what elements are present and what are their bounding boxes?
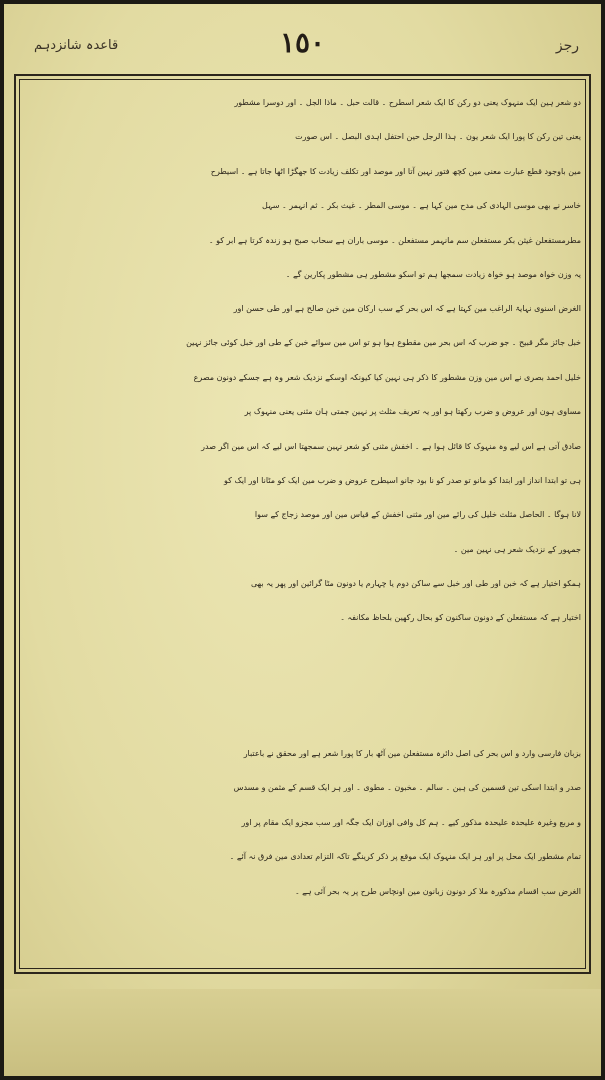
paragraph-3 — [22, 567, 581, 636]
text-line: خبل جائز مگر قبیح ۔ جو ضرب کہ اس بحر مین مقطوع ہوا ہو تو اس مین سوائے خبن کے طی اور خبل کوئی جائز نہین — [186, 338, 581, 348]
text-line: صدر و ابتدا اسکی تین قسمین کی ہین ۔ سالم ۔ مخبون ۔ مطوی ۔ اور ہر ایک قسم کے مثمن و مسدس — [233, 783, 581, 793]
text-line: اختیار ہے کہ مستفعلن کے دونون ساکنون کو بحال رکھین بلحاظ مکانفہ ۔ — [340, 613, 581, 623]
text-line: خلیل احمد بصری نے اس مین وزن مشطور کا ذکر ہی نہین کیا کیونکہ اوسکے نزدیک شعر وہ ہے جسکے دونون مصرع — [193, 372, 581, 382]
page-number: ١٥٠ — [279, 26, 326, 59]
page-header — [4, 26, 601, 70]
text-line: خاسر نے بھی موسی الہادی کی مدح مین کہا ہے ۔ موسی المطر ۔ غیث بکر ۔ ثم انہمر ۔ سہل — [262, 201, 581, 211]
text-line: یہ وزن خواہ موصد ہو خواہ زیادت سمجھا ہم تو اسکو مشطور ہی مشطور پکارین گے ۔ — [285, 269, 581, 279]
page-bottom-margin — [4, 989, 601, 1076]
paragraph-4 — [22, 737, 581, 909]
text-line: مین باوجود قطع عبارت معنی مین کچھ فتور نہین آتا اور موصد اور تکلف زیادت کا جھگڑا اٹھا جاتا ہے ۔ اسیطرح — [210, 166, 581, 176]
text-line: صادق آتی ہے اس لیے وہ منہوک کا قائل ہوا ہے ۔ اخفش مثنی کو شعر نہین سمجھتا اس لیے کہ اس مین اگر صدر — [201, 441, 581, 451]
text-line: لانا ہوگا ۔ الحاصل مثلث خلیل کی رائے مین اور مثنی اخفش کے قیاس مین اور موصد زجاج کے سوا — [254, 510, 581, 520]
text-line: جمہور کے نزدیک شعر ہی نہین مین ۔ — [453, 544, 581, 554]
text-line: دو شعر ہین ایک منہوک یعنی دو رکن کا ایک شعر اسطرح ۔ قالت حبل ۔ ماذا الجل ۔ اور دوسرا مشطور — [234, 98, 581, 107]
text-line: ہمکو اختیار ہے کہ خبن اور طی اور خبل سے ساکن دوم یا چہارم یا دونون مٹا گرائین اور پھر یہ بھی — [250, 579, 581, 588]
text-line: مطرمستفعلن غیثن بکر مستفعلن سم مانہمر مستفعلن ۔ موسی باران ہے سحاب صبح ہو زندہ کرتا ہے ابر کو ۔ — [208, 235, 581, 245]
text-line: مساوی ہون اور عروض و ضرب رکھتا ہو اور یہ تعریف مثلث پر نہین جمتی ہان مثنی یعنی منہوک پر — [244, 407, 581, 417]
text-line: و مربع وغیرہ علیحدہ علیحدہ مذکور کیے ۔ ہم کل وافی اوزان ایک جگہ اور سب مجزو ایک مقام پر اور — [241, 817, 581, 827]
text-line: الغرض اسنوی نہایۃ الراغب مین کہتا ہے کہ اس بحر کے سب ارکان مین خبن صالح ہے اور طی حسن اور — [233, 304, 581, 313]
running-head-right: رجز — [555, 38, 579, 54]
book-page — [4, 4, 601, 1076]
text-line: الغرض سب اقسام مذکورہ ملا کر دونون زبانون مین اونچاس طرح پر یہ بحر آئی ہے ۔ — [294, 886, 581, 896]
text-line: بزبان فارسی وارد و اس بحر کی اصل دائرہ مستفعلن مین آٹھ بار کا پورا شعر ہے اور محقق نے باعتبار — [243, 749, 581, 758]
text-line: ہی تو ابتدا انداز اور ابتدا کو مانو تو صدر کو نا بود جانو اسیطرح عروض و ضرب مین ایک کو مٹانا اور ایک کو — [224, 475, 581, 485]
text-line: تمام مشطور ایک محل پر اور ہر ایک منہوک ایک موقع پر ذکر کرینگے تاکہ التزام تعدادی مین فرق نہ آئے ۔ — [229, 852, 581, 862]
paragraph-2 — [22, 292, 581, 567]
text-line: یعنی تین رکن کا پورا ایک شعر یون ۔ ہذا الرجل حین احتفل اہدی البصل ۔ اس صورت — [295, 132, 581, 142]
running-head-left: قاعدہ شانزدہم — [34, 38, 119, 53]
paragraph-1 — [22, 86, 581, 292]
